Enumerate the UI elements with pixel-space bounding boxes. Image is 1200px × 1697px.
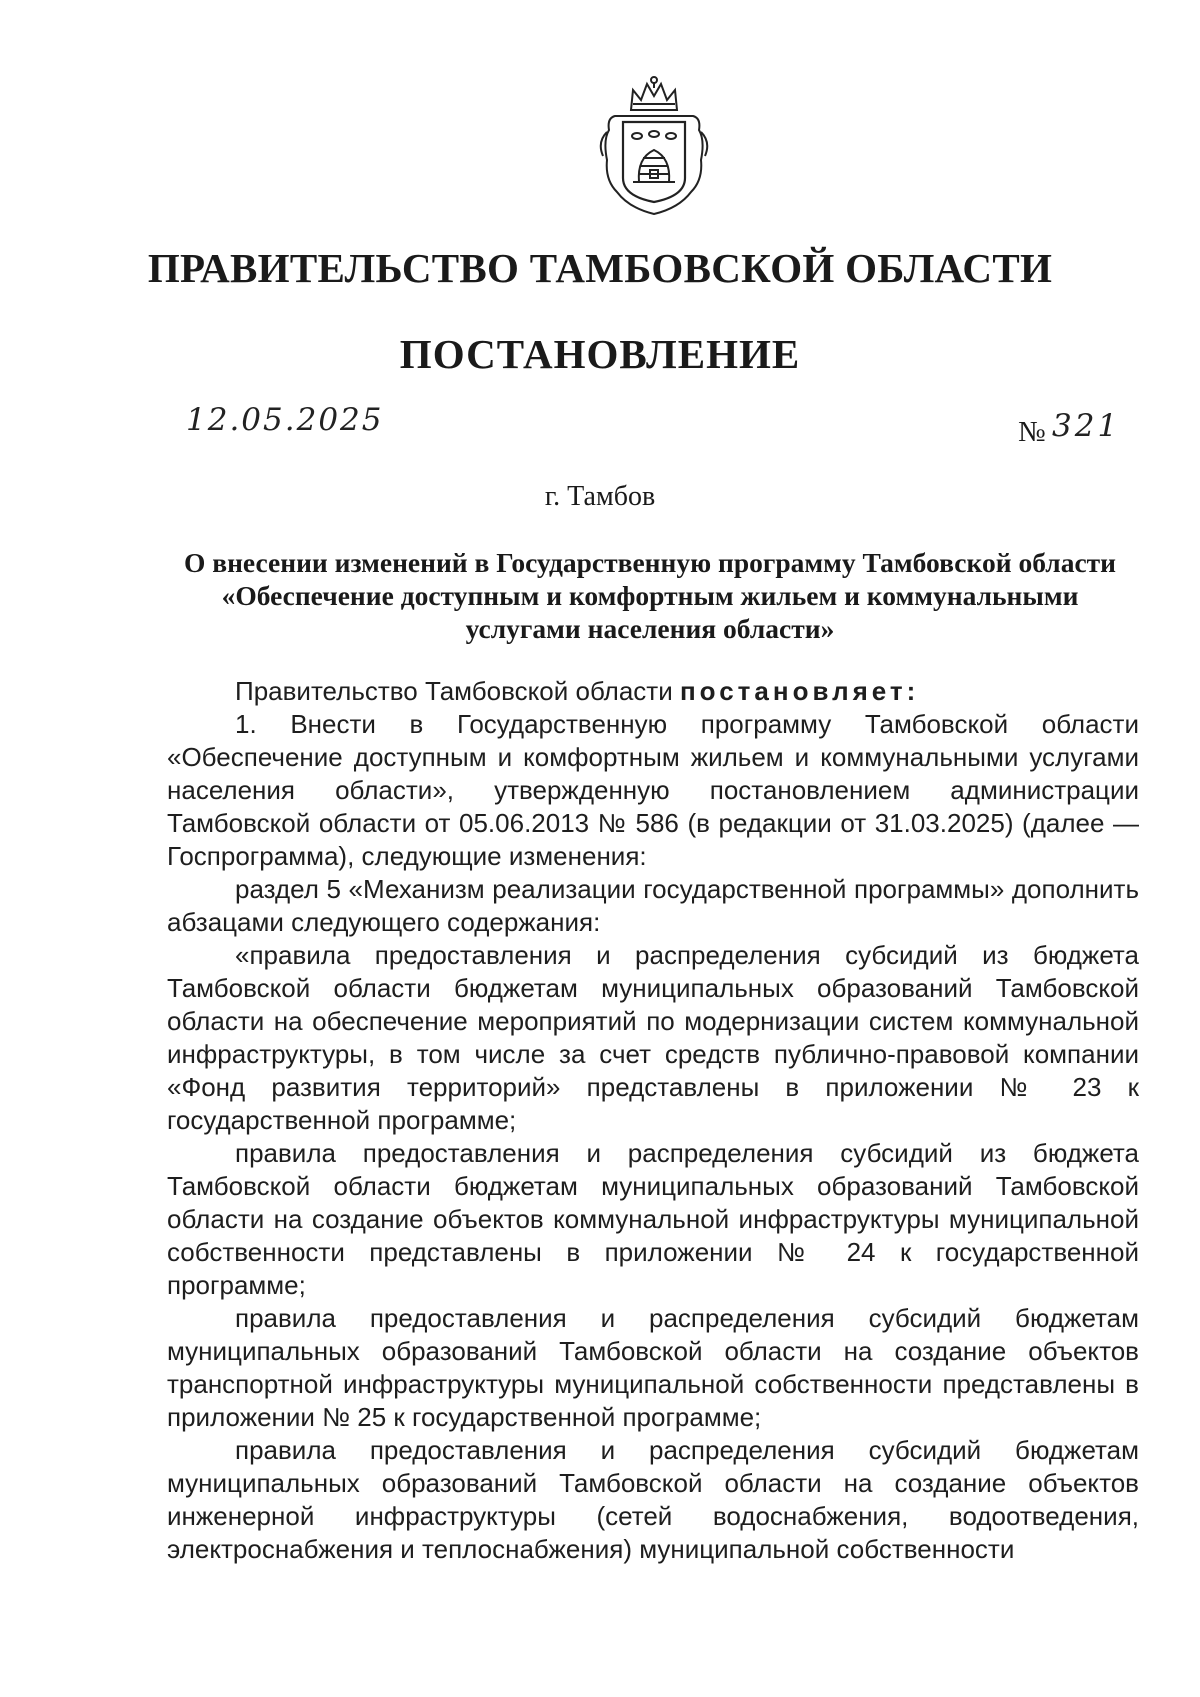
- title-line-3: услугами населения области»: [465, 613, 835, 644]
- document-title: [160, 546, 1140, 645]
- paragraph-4: правила предоставления и распределения субсидий из бюджета Тамбовской области бюджетам муниципальных образований Тамбовской области на создание объектов коммунальной инфраструктуры муниципальной собственности представлены в приложении № 24 к государственной программе;: [167, 1138, 1139, 1300]
- paragraph-6: правила предоставления и распределения субсидий бюджетам муниципальных образований Тамбовской области на создание объектов инженерной инфраструктуры (сетей водоснабжения, водоотведения, электроснабжения и теплоснабжения) муниципальной собственности: [167, 1435, 1139, 1564]
- document-type-heading: ПОСТАНОВЛЕНИЕ: [399, 331, 801, 377]
- paragraph-5: правила предоставления и распределения субсидий бюджетам муниципальных образований Тамбовской области на создание объектов транспортной инфраструктуры муниципальной собственности представлены в приложении № 25 к государственной программе;: [167, 1303, 1139, 1432]
- city-line: г. Тамбов: [544, 481, 656, 512]
- paragraph-2: раздел 5 «Механизм реализации государственной программы» дополнить абзацами следующего содержания:: [167, 874, 1139, 937]
- preamble-keyword: постановляет:: [679, 676, 920, 706]
- number-label: №: [1018, 416, 1046, 448]
- preamble-text: Правительство Тамбовской области: [235, 676, 680, 706]
- title-line-1: О внесении изменений в Государственную программу Тамбовской области: [183, 547, 1117, 578]
- preamble-paragraph: [167, 675, 1139, 708]
- title-line-2: «Обеспечение доступным и комфортным жильем и коммунальными: [221, 580, 1079, 611]
- paragraph-3: «правила предоставления и распределения субсидий из бюджета Тамбовской области бюджетам муниципальных образований Тамбовской области на обеспечение мероприятий по модернизации систем коммунальной инфраструктуры, в том числе за счет средств публично-правовой компании «Фонд развития территорий» представлены в приложении № 23 к государственной программе;: [167, 940, 1139, 1135]
- handwritten-date: 12.05.2025: [186, 402, 384, 438]
- handwritten-number: 321: [1052, 408, 1121, 444]
- government-heading: ПРАВИТЕЛЬСТВО ТАМБОВСКОЙ ОБЛАСТИ: [147, 245, 1053, 291]
- paragraph-1: 1. Внести в Государственную программу Тамбовской области «Обеспечение доступным и комфортным жильем и коммунальными услугами населения области», утвержденную постановлением администрации Тамбовской области от 05.06.2013 № 586 (в редакции от 31.03.2025) (далее — Госпрограмма), следующие изменения:: [167, 709, 1139, 871]
- document-body: [167, 675, 1139, 1566]
- tambov-coat-of-arms-icon: [593, 70, 715, 220]
